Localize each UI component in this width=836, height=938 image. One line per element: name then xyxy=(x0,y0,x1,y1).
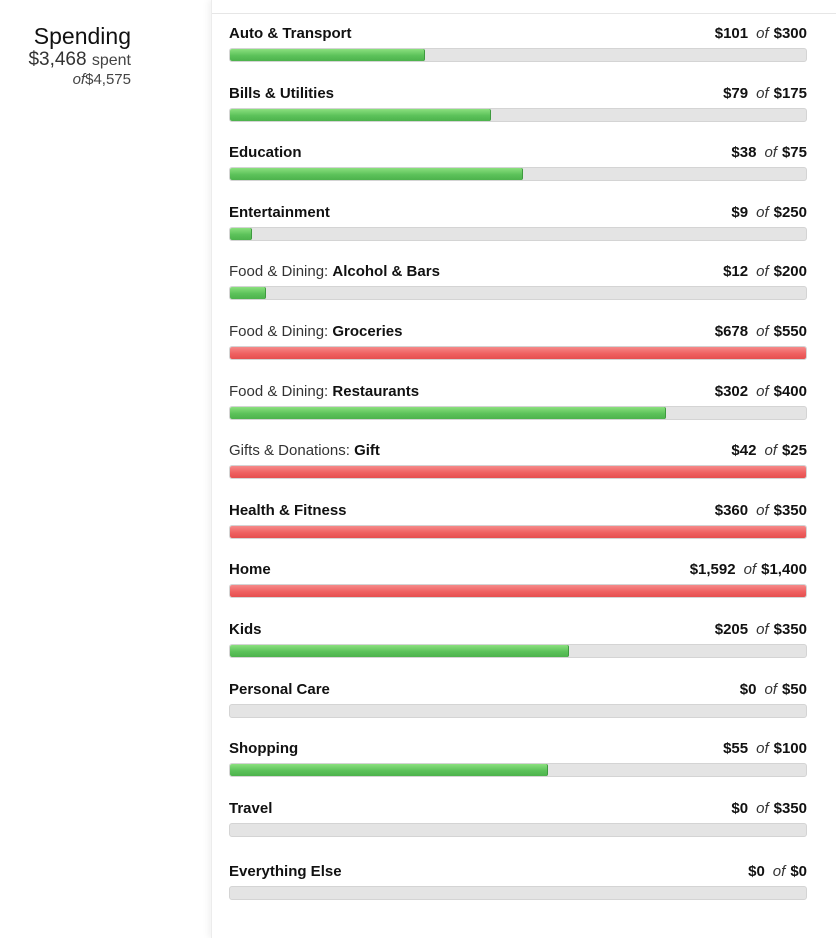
budget-amounts xyxy=(731,204,807,221)
of-label: of xyxy=(756,322,769,340)
budget-amounts xyxy=(723,740,807,757)
budget-amounts xyxy=(715,25,807,42)
budget-row-header xyxy=(229,502,807,524)
of-label: of xyxy=(764,442,777,460)
budget-row-header xyxy=(229,383,807,405)
budget-value: $350 xyxy=(773,501,807,519)
category-parent: Gifts & Donations: xyxy=(229,442,355,460)
category-name: Bills & Utilities xyxy=(229,84,335,102)
spent-value: $12 xyxy=(723,263,749,281)
progress-bar xyxy=(229,886,807,900)
budget-row[interactable] xyxy=(229,621,807,681)
of-label: of xyxy=(756,84,769,102)
budget-total xyxy=(0,71,131,88)
category-name: Kids xyxy=(229,620,262,638)
progress-bar xyxy=(229,823,807,837)
spent-value: $0 xyxy=(731,799,749,817)
spent-value: $302 xyxy=(714,382,749,400)
category-name: Entertainment xyxy=(229,203,330,221)
progress-bar xyxy=(229,48,807,62)
of-label: of xyxy=(72,71,86,88)
budget-row[interactable] xyxy=(229,85,807,145)
of-label: of xyxy=(764,144,777,162)
of-label: of xyxy=(764,680,777,698)
budget-row[interactable] xyxy=(229,383,807,443)
category-parent: Food & Dining: xyxy=(229,322,333,340)
budget-panel xyxy=(211,0,836,938)
budget-row[interactable] xyxy=(229,561,807,621)
spent-value: $0 xyxy=(739,680,757,698)
category-label xyxy=(229,204,330,221)
budget-amounts xyxy=(740,681,807,698)
budget-row[interactable] xyxy=(229,25,807,85)
budget-row-header xyxy=(229,621,807,643)
category-label xyxy=(229,561,271,578)
budget-row[interactable] xyxy=(229,800,807,860)
of-label: of xyxy=(756,382,769,400)
budget-value: $400 xyxy=(773,382,807,400)
progress-fill xyxy=(230,466,806,478)
budget-value: $550 xyxy=(773,322,807,340)
budget-value: $75 xyxy=(781,144,807,162)
category-name: Gift xyxy=(354,442,380,460)
budget-amounts xyxy=(715,621,807,638)
budget-row[interactable] xyxy=(229,323,807,383)
progress-fill xyxy=(230,228,252,240)
progress-bar xyxy=(229,346,807,360)
budget-row[interactable] xyxy=(229,863,807,923)
summary-title: Spending xyxy=(33,23,131,49)
budget-row[interactable] xyxy=(229,144,807,204)
budget-amounts xyxy=(723,263,807,280)
progress-bar xyxy=(229,227,807,241)
progress-bar xyxy=(229,167,807,181)
budget-row-header xyxy=(229,204,807,226)
of-label: of xyxy=(756,203,769,221)
budget-value: $50 xyxy=(781,680,807,698)
category-label xyxy=(229,263,440,280)
category-label xyxy=(229,442,380,459)
spent-total xyxy=(0,50,131,71)
spent-value: $38 xyxy=(731,144,757,162)
category-label xyxy=(229,502,347,519)
budget-value: $300 xyxy=(773,25,807,42)
category-name: Groceries xyxy=(332,322,403,340)
budget-row-header xyxy=(229,144,807,166)
spent-value: $101 xyxy=(714,25,749,42)
budget-row-header xyxy=(229,323,807,345)
spent-value: $0 xyxy=(748,863,765,881)
category-name: Travel xyxy=(229,799,273,817)
progress-bar xyxy=(229,584,807,598)
spent-value: $9 xyxy=(731,203,749,221)
progress-bar xyxy=(229,406,807,420)
of-label: of xyxy=(756,740,769,758)
category-label xyxy=(229,800,272,817)
category-label xyxy=(229,25,352,42)
budget-row-header xyxy=(229,561,807,583)
category-label xyxy=(229,323,402,340)
spent-value: $55 xyxy=(723,740,749,758)
budget-amounts xyxy=(690,561,807,578)
budget-amounts xyxy=(731,800,807,817)
spent-value: $1,592 xyxy=(689,561,736,579)
budget-amounts xyxy=(748,863,807,880)
budget-amounts xyxy=(715,502,807,519)
spent-amount: $3,468 xyxy=(28,49,87,70)
of-label: of xyxy=(756,620,769,638)
category-label xyxy=(229,85,334,102)
budget-value: $1,400 xyxy=(761,561,807,579)
progress-bar xyxy=(229,644,807,658)
category-parent: Food & Dining: xyxy=(229,263,333,281)
budget-row-header xyxy=(229,800,807,822)
progress-fill xyxy=(230,645,569,657)
spent-value: $678 xyxy=(714,322,749,340)
budget-amounts xyxy=(723,85,807,102)
budget-value: $100 xyxy=(773,740,807,758)
budget-row[interactable] xyxy=(229,263,807,323)
category-name: Education xyxy=(229,144,302,162)
budget-row[interactable] xyxy=(229,681,807,741)
progress-bar xyxy=(229,763,807,777)
budget-row[interactable] xyxy=(229,204,807,264)
of-label: of xyxy=(756,263,769,281)
budget-value: $350 xyxy=(773,799,807,817)
category-label xyxy=(229,740,298,757)
category-parent: Food & Dining: xyxy=(229,382,333,400)
budget-row-header xyxy=(229,263,807,285)
category-label xyxy=(229,621,262,638)
progress-fill xyxy=(230,287,266,299)
budget-row-header xyxy=(229,740,807,762)
category-name: Auto & Transport xyxy=(229,25,352,42)
budget-row[interactable] xyxy=(229,502,807,562)
budget-row[interactable] xyxy=(229,740,807,800)
budget-value: $200 xyxy=(773,263,807,281)
category-label xyxy=(229,144,302,161)
category-name: Home xyxy=(229,561,271,579)
progress-fill xyxy=(230,764,548,776)
budget-value: $25 xyxy=(781,442,807,460)
budget-row-header xyxy=(229,442,807,464)
of-label: of xyxy=(756,799,769,817)
panel-divider xyxy=(212,13,836,14)
progress-fill xyxy=(230,168,523,180)
spending-summary xyxy=(0,22,131,88)
category-name: Health & Fitness xyxy=(229,501,347,519)
budget-row-header xyxy=(229,681,807,703)
spent-word: spent xyxy=(91,52,131,69)
progress-fill xyxy=(230,585,806,597)
category-name: Everything Else xyxy=(229,863,342,881)
budget-amounts xyxy=(731,442,807,459)
spent-value: $79 xyxy=(723,84,749,102)
budget-value: $175 xyxy=(773,84,807,102)
progress-bar xyxy=(229,465,807,479)
budget-row-header xyxy=(229,25,807,47)
spent-value: $360 xyxy=(714,501,749,519)
category-name: Alcohol & Bars xyxy=(332,263,440,281)
progress-fill xyxy=(230,109,491,121)
category-name: Personal Care xyxy=(229,680,330,698)
progress-fill xyxy=(230,347,806,359)
budget-list xyxy=(229,25,807,923)
progress-bar xyxy=(229,108,807,122)
category-label xyxy=(229,681,330,698)
spent-value: $42 xyxy=(731,442,757,460)
budget-value: $250 xyxy=(773,203,807,221)
category-name: Restaurants xyxy=(332,382,420,400)
budget-amounts xyxy=(715,323,807,340)
of-label: of xyxy=(756,25,769,42)
budget-value: $350 xyxy=(773,620,807,638)
progress-fill xyxy=(230,407,666,419)
budget-value: $0 xyxy=(790,863,807,881)
of-label: of xyxy=(772,863,786,881)
of-label: of xyxy=(743,561,757,579)
category-name: Shopping xyxy=(229,740,299,758)
progress-fill xyxy=(230,49,425,61)
progress-fill xyxy=(230,526,806,538)
progress-bar xyxy=(229,525,807,539)
budget-row-header xyxy=(229,863,807,885)
budget-amounts xyxy=(731,144,807,161)
category-label xyxy=(229,863,342,880)
budget-amounts xyxy=(715,383,807,400)
budget-row-header xyxy=(229,85,807,107)
progress-bar xyxy=(229,704,807,718)
of-label: of xyxy=(756,501,769,519)
budget-row[interactable] xyxy=(229,442,807,502)
progress-bar xyxy=(229,286,807,300)
spent-value: $205 xyxy=(714,620,749,638)
budget-amount: $4,575 xyxy=(85,71,131,88)
category-label xyxy=(229,383,419,400)
